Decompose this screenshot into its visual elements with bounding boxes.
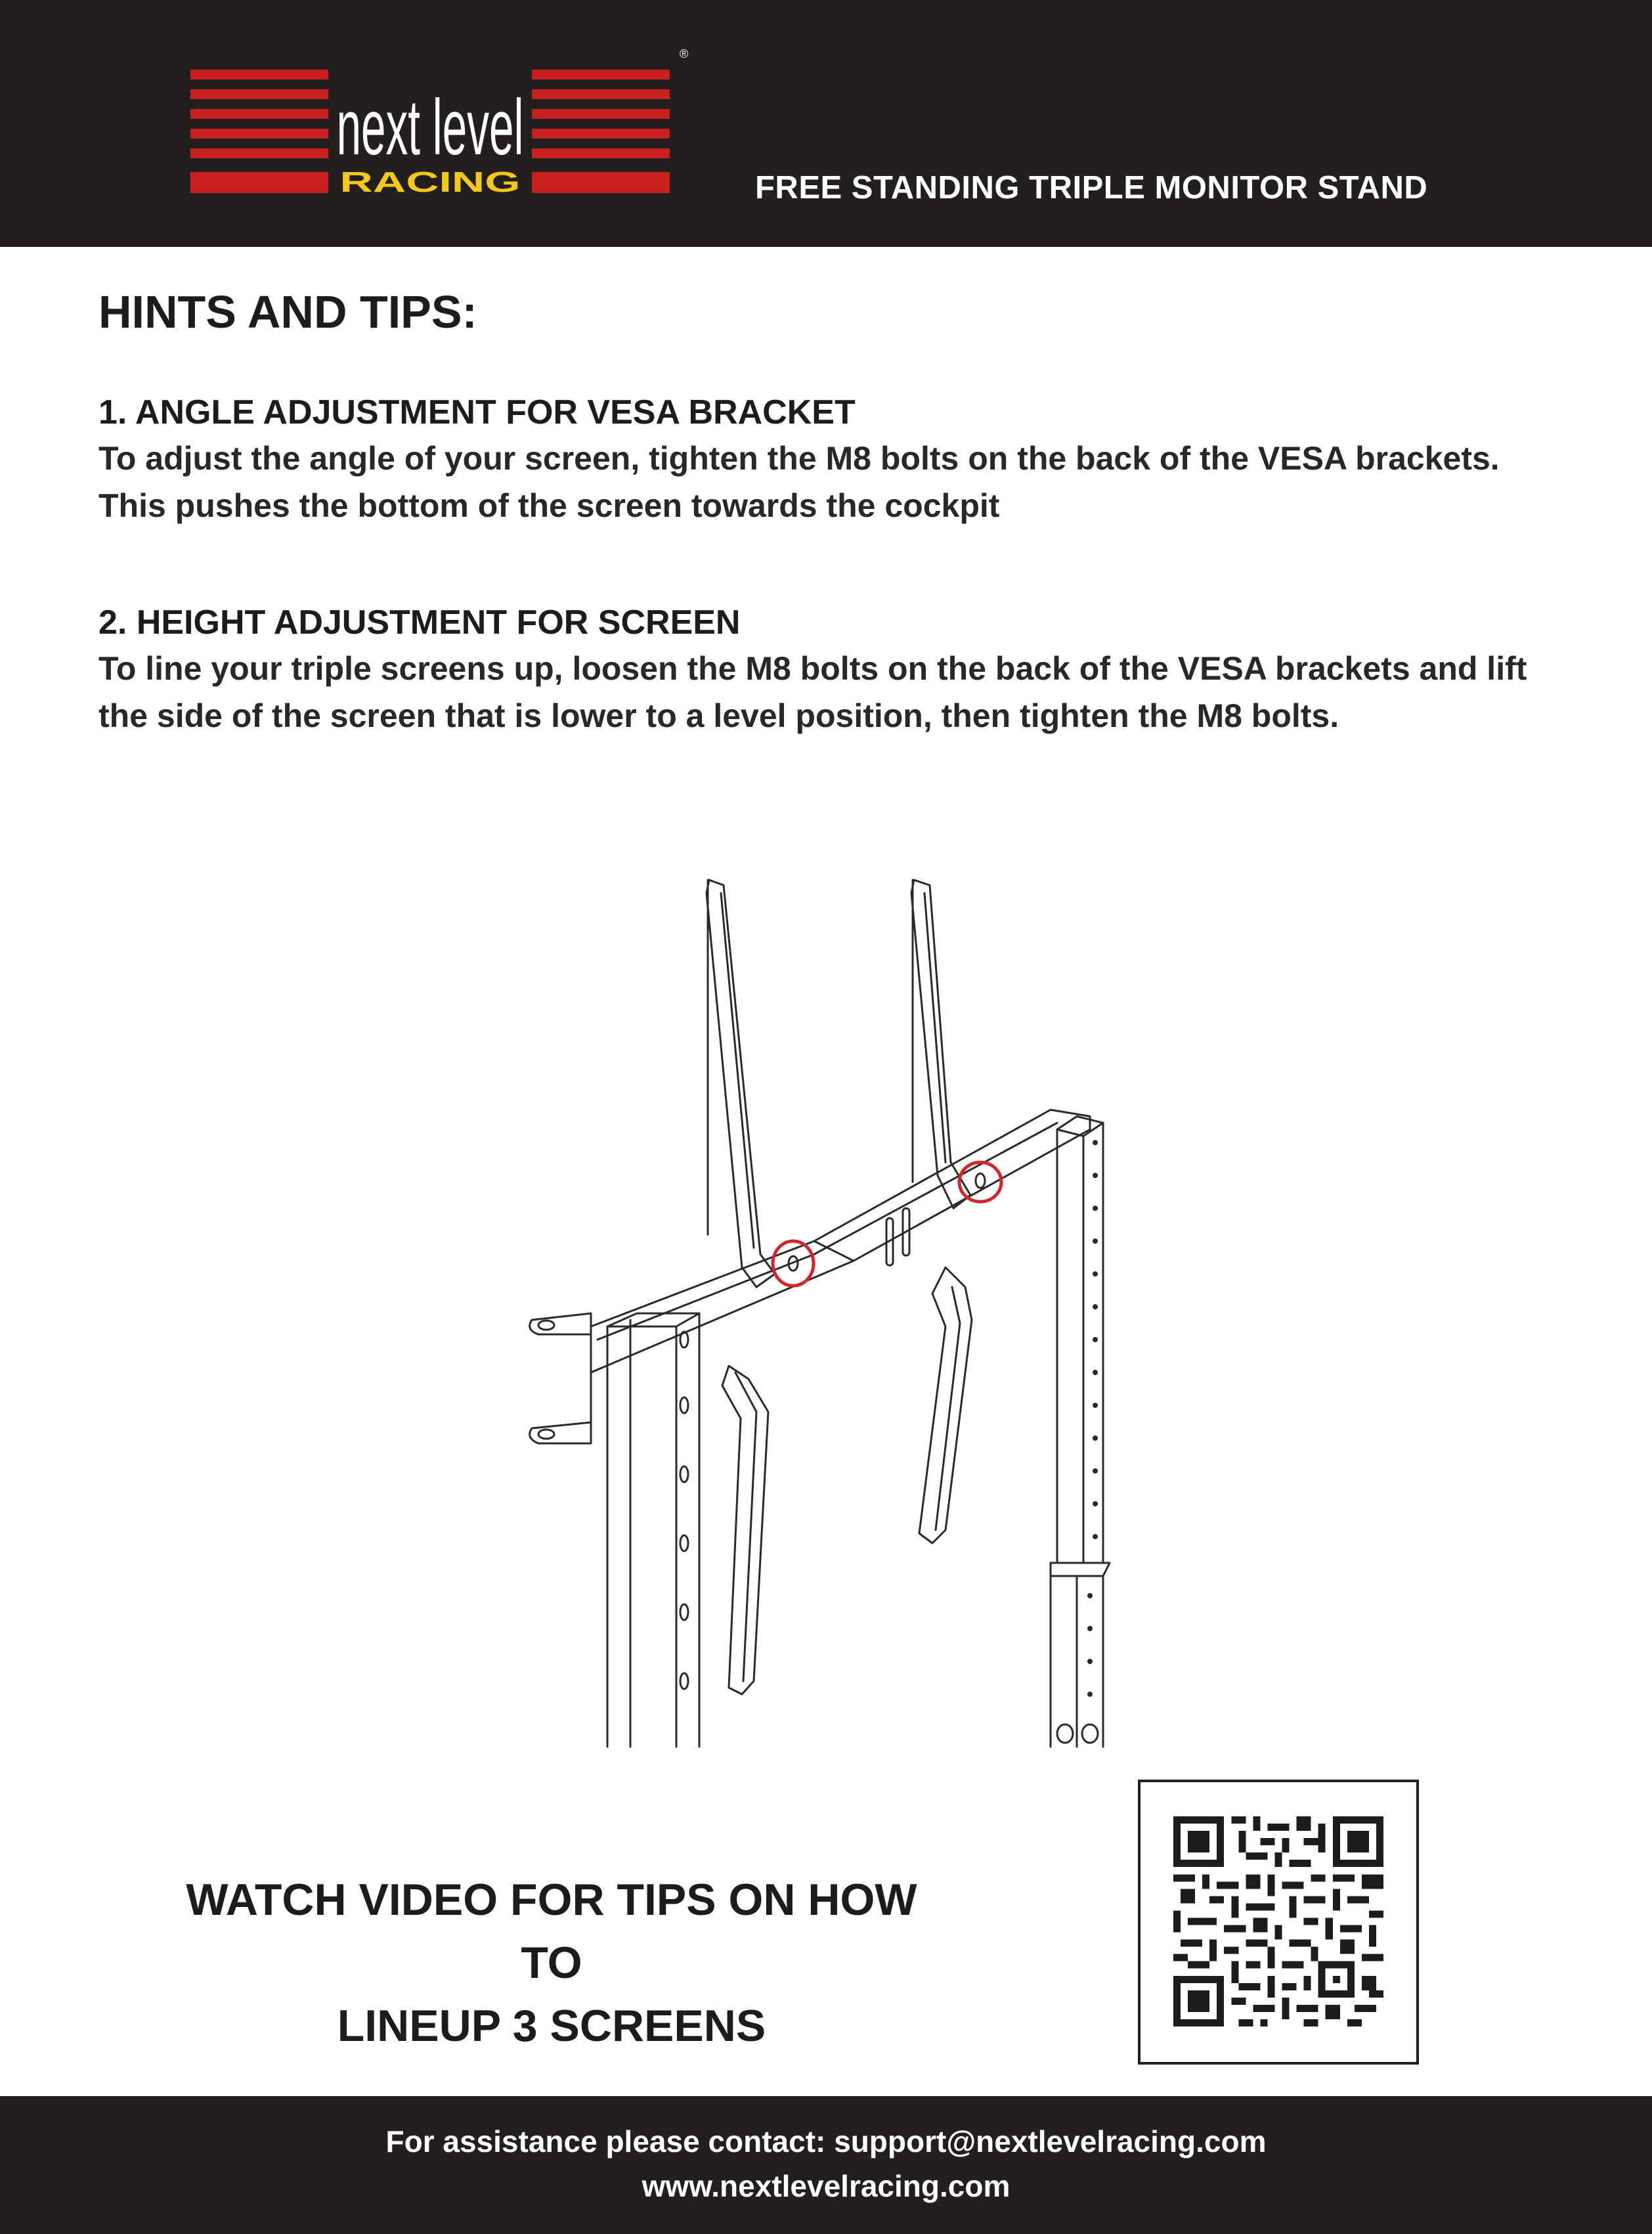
video-callout-line: WATCH VIDEO FOR TIPS ON HOW TO — [186, 1875, 917, 1988]
tip-body: To line your triple screens up, loosen the M8 bolts on the back of the VESA brackets and lift the side of the screen that is lower to a level position, then tighten the M8 bolts. — [98, 650, 1527, 734]
hints-heading: HINTS AND TIPS: — [98, 286, 477, 338]
tip-title: 2. HEIGHT ADJUSTMENT FOR SCREEN — [98, 603, 741, 642]
registered-mark: ® — [680, 47, 689, 60]
page-header — [0, 0, 1652, 247]
qr-code-icon — [1173, 1816, 1383, 2026]
tip-body: To adjust the angle of your screen, tighten the M8 bolts on the back of the VESA brackets. This pushes the bottom of the screen towards the cockpit — [98, 440, 1500, 524]
logo-wordmark: next level — [336, 83, 524, 171]
footer-website-link[interactable]: www.nextlevelracing.com — [641, 2169, 1011, 2203]
monitor-stand-diagram — [512, 867, 1116, 1753]
video-callout — [171, 1868, 932, 2057]
footer-contact[interactable]: For assistance please contact: support@nextlevelracing.com — [385, 2124, 1267, 2158]
logo-racing: RACING — [339, 166, 521, 198]
page-footer — [0, 2096, 1652, 2234]
tip-title: 1. ANGLE ADJUSTMENT FOR VESA BRACKET — [98, 393, 856, 431]
video-callout-line: LINEUP 3 SCREENS — [337, 2001, 766, 2051]
next-level-racing-logo — [190, 39, 689, 205]
document-title: FREE STANDING TRIPLE MONITOR STAND — [755, 170, 1428, 206]
qr-code-frame[interactable] — [1138, 1780, 1419, 2065]
